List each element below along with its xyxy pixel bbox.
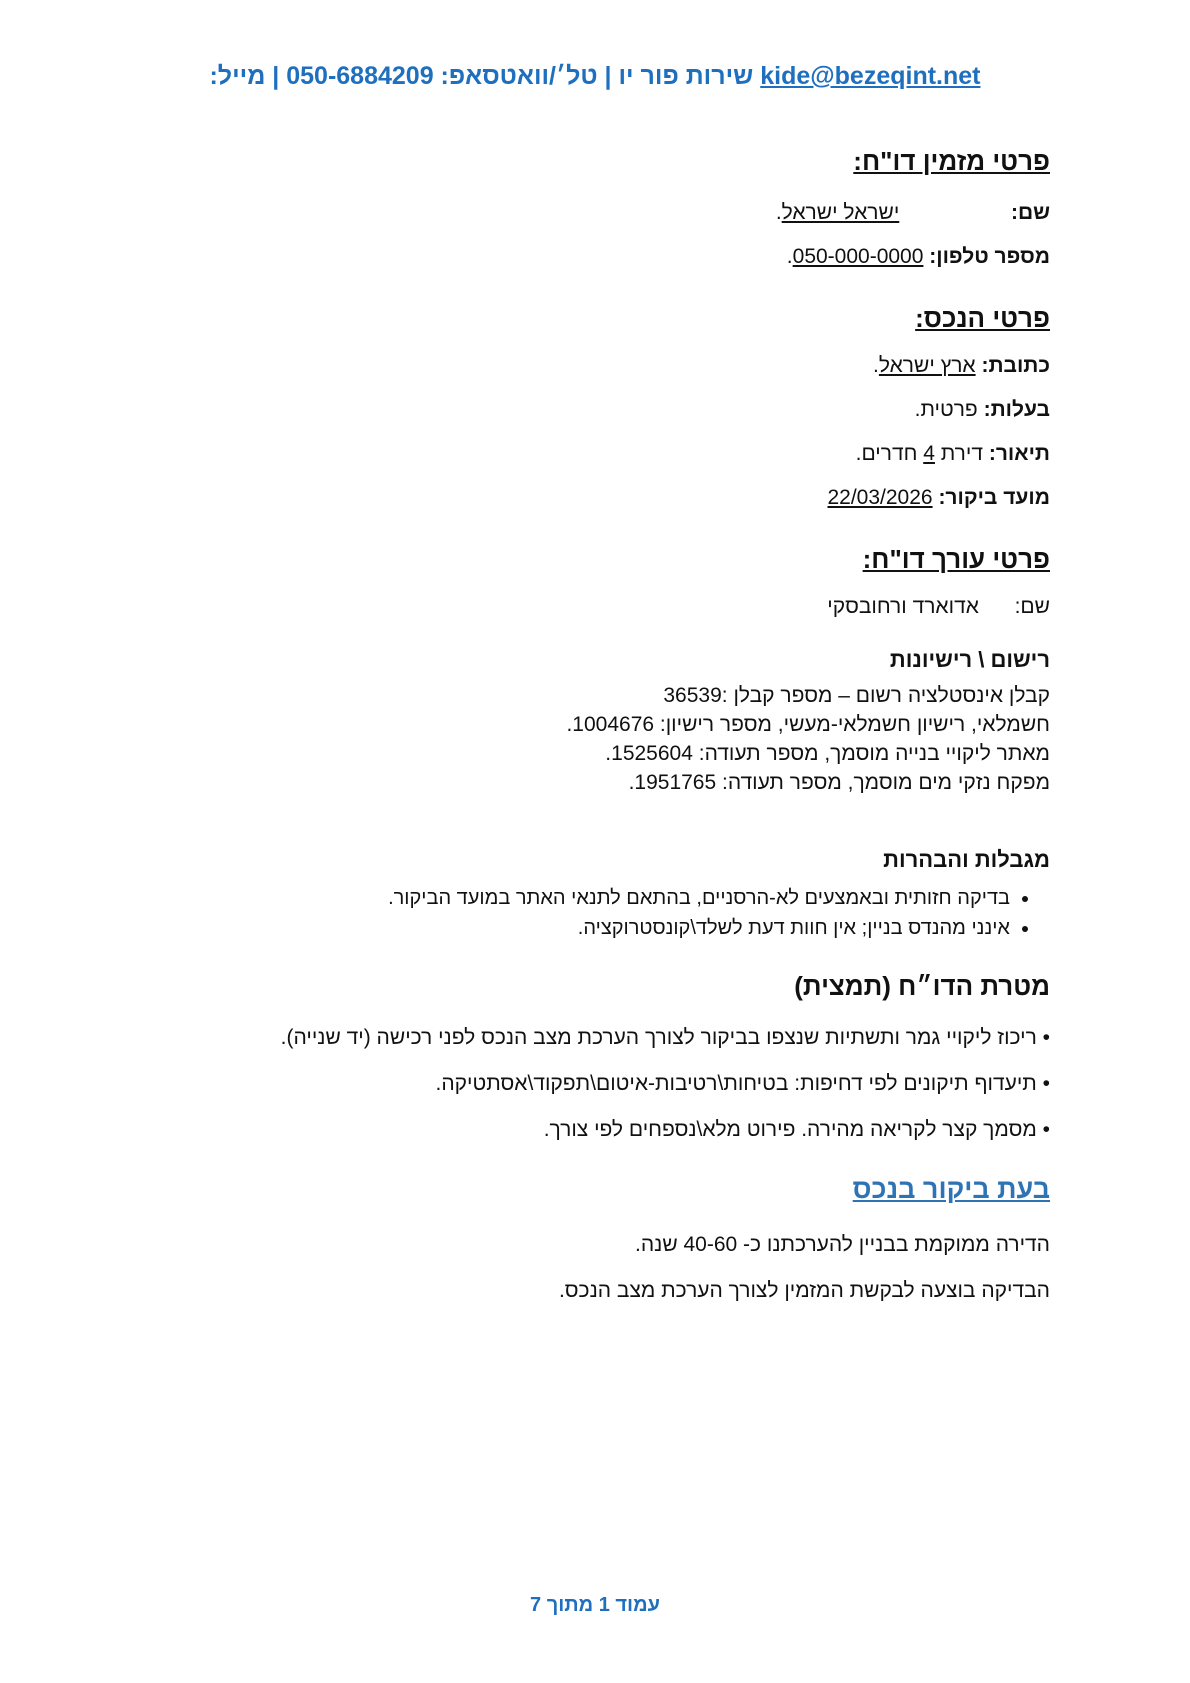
license-item: קבלן אינסטלציה רשום – מספר קבלן :36539 — [663, 684, 1050, 707]
property-visit-label: מועד ביקור: — [938, 486, 1050, 509]
purpose-item: • מסמך קצר לקריאה מהירה. פירוט מלא\נספחים לפי צורך. — [543, 1118, 1050, 1141]
orderer-phone-value: 050-000-0000 — [792, 245, 924, 268]
limitations-list — [130, 883, 1050, 943]
property-description-row — [130, 440, 1050, 468]
property-description-post: חדרים. — [855, 442, 918, 465]
property-visit-row — [130, 484, 1050, 512]
contact-info: שירות פור יו | טל׳/וואטסאפ: 050-6884209 | מייל: — [209, 62, 754, 90]
purpose-item: • תיעדוף תיקונים לפי דחיפות: בטיחות\רטיבות-איטום\תפקוד\אסתטיקה. — [435, 1072, 1050, 1095]
property-ownership-row — [130, 396, 1050, 424]
author-name-row — [130, 593, 1050, 621]
licenses-heading: רישום \ רישיונות — [889, 647, 1050, 672]
visit-line: הבדיקה בוצעה לבקשת המזמין לצורך הערכת מצב הנכס. — [558, 1279, 1050, 1302]
property-rooms-count: 4 — [923, 442, 935, 465]
property-description-pre: דירת — [940, 442, 983, 465]
property-address-row: כתובת: ארץ ישראל. — [873, 354, 1050, 377]
property-ownership-value: פרטית. — [914, 398, 978, 421]
property-address-value: ארץ ישראל — [878, 354, 976, 377]
orderer-name-row: שם: ישראל ישראל. — [775, 201, 1050, 224]
contact-header — [0, 62, 1190, 91]
author-name-label: שם: — [1014, 595, 1050, 618]
visit-line: הדירה ממוקמת בבניין להערכתנו כ- 40-60 שנה. — [635, 1233, 1050, 1256]
property-ownership-label: בעלות: — [983, 398, 1050, 421]
property-visit-date: 22/03/2026 — [827, 486, 933, 509]
orderer-phone-row: מספר טלפון: 050-000-0000. — [786, 245, 1050, 268]
orderer-phone-label: מספר טלפון: — [929, 245, 1050, 268]
orderer-heading: פרטי מזמין דו"ח: — [853, 146, 1050, 176]
orderer-name-value: ישראל ישראל — [781, 201, 900, 224]
orderer-name-label: שם: — [1010, 201, 1050, 224]
license-item: מאתר ליקויי בנייה מוסמך, מספר תעודה: 1525604. — [605, 742, 1050, 765]
license-item: חשמלאי, רישיון חשמלאי-מעשי, מספר רישיון: 1004676. — [566, 713, 1050, 736]
author-name-value: אדוארד ורחובסקי — [827, 595, 979, 618]
limitation-item: • בדיקה חזותית ובאמצעים לא-הרסניים, בהתאם לתנאי האתר במועד הביקור. — [130, 883, 1010, 913]
property-heading: פרטי הנכס: — [915, 303, 1050, 333]
limitations-heading: מגבלות והבהרות — [883, 847, 1050, 872]
author-heading: פרטי עורך דו"ח: — [862, 544, 1050, 574]
limitation-item: • אינני מהנדס בניין; אין חוות דעת לשלד\קונסטרוקציה. — [130, 913, 1010, 943]
purpose-heading: מטרת הדו״ח (תמצית) — [794, 971, 1050, 1001]
property-description-label: תיאור: — [988, 442, 1050, 465]
visit-heading: בעת ביקור בנכס — [852, 1174, 1050, 1204]
purpose-item: • ריכוז ליקויי גמר ותשתיות שנצפו בביקור לצורך הערכת מצב הנכס לפני רכישה (יד שנייה). — [280, 1026, 1050, 1049]
property-address-label: כתובת: — [981, 354, 1050, 377]
licenses-list — [130, 681, 1050, 797]
license-item: מפקח נזקי מים מוסמך, מספר תעודה: 1951765. — [628, 771, 1050, 794]
report-content — [130, 146, 1050, 1305]
page-number-footer: עמוד 1 מתוך 7 — [530, 1594, 660, 1616]
email-link[interactable]: kide@bezeqint.net — [760, 62, 981, 90]
